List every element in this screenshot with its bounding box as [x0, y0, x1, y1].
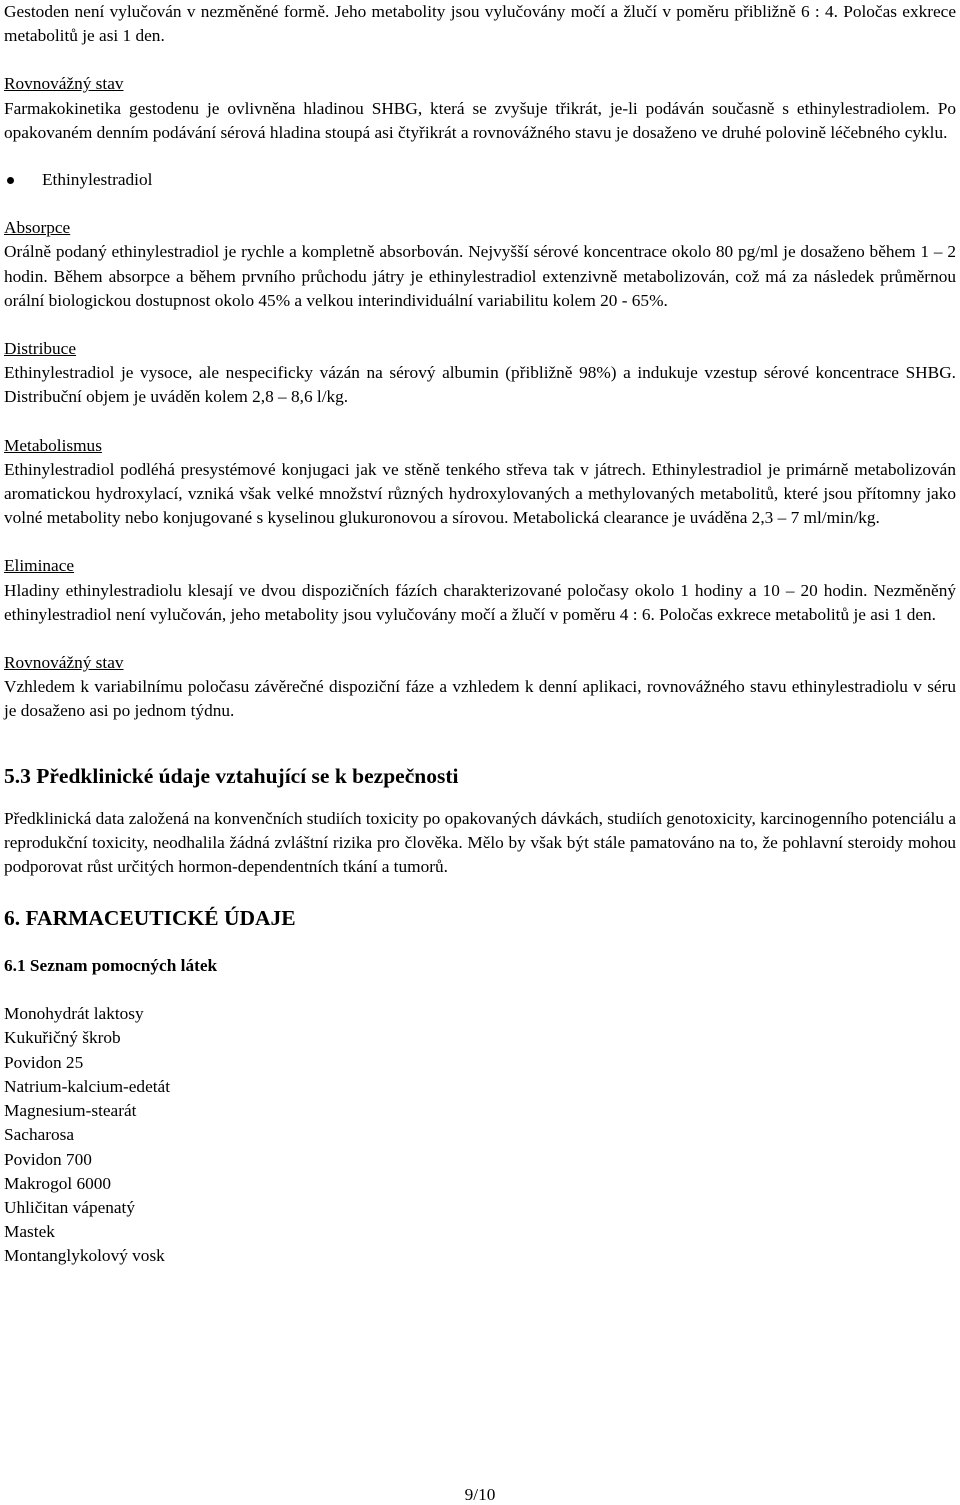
bullet-ethinylestradiol — [4, 168, 956, 192]
absorption-text: Orálně podaný ethinylestradiol je rychle a kompletně absorbován. Nejvyšší sérové koncentrace okolo 80 pg/ml je dosaženo během 1 – 2 hodin. Během absorpce a během prvního průchodu játry je ethinylestradiol extenzivně metabolizován, což má za následek průměrnou orální biologickou dostupnost okolo 45% a velkou interindividuální variabilitu kolem 20 - 65%. — [4, 242, 956, 310]
list-item: Uhličitan vápenatý — [4, 1197, 136, 1217]
list-item: Sacharosa — [4, 1125, 75, 1145]
elimination-text: Hladiny ethinylestradiolu klesají ve dvou dispozičních fázích charakterizované poločasy okolo 1 hodiny a 10 – 20 hodin. Nezměněný ethinylestradiol není vylučován, jeho metabolity jsou vylučovány močí a žlučí v poměru 4 : 6. Poločas exkrece metabolitů je asi 1 den. — [4, 580, 956, 624]
bullet-title: Ethinylestradiol — [42, 170, 153, 190]
steady-state-text-ee: Vzhledem k variabilnímu poločasu závěrečné dispoziční fáze a vzhledem k denní aplikaci, rovnovážného stavu ethinylestradiolu v séru je dosaženo asi po jednom týdnu. — [4, 677, 956, 721]
metabolism-heading: Metabolismus — [4, 435, 102, 455]
absorption-heading: Absorpce — [4, 218, 71, 238]
steady-state-heading-gestoden: Rovnovážný stav — [4, 74, 124, 94]
list-item: Kukuřičný škrob — [4, 1028, 121, 1048]
list-item: Povidon 25 — [4, 1052, 84, 1072]
list-item: Povidon 700 — [4, 1149, 92, 1169]
list-item: Monohydrát laktosy — [4, 1004, 144, 1024]
page-number: 9/10 — [464, 1485, 496, 1504]
section-6-1-heading: 6.1 Seznam pomocných látek — [4, 956, 218, 976]
list-item: Natrium-kalcium-edetát — [4, 1076, 171, 1096]
excipient-list — [4, 1002, 956, 1268]
elimination-heading: Eliminace — [4, 556, 75, 576]
list-item: Magnesium-stearát — [4, 1101, 137, 1121]
steady-state-text-gestoden: Farmakokinetika gestodenu je ovlivněna hladinou SHBG, která se zvyšuje třikrát, je-li podáván současně s ethinylestradiolem. Po opakovaném denním podávání sérová hladina stoupá asi čtyřikrát a rovnovážného stavu je dosaženo ve druhé polovině léčebného cyklu. — [4, 98, 956, 142]
bullet-dot-icon — [7, 177, 14, 184]
list-item: Makrogol 6000 — [4, 1173, 112, 1193]
section-6-heading: 6. FARMACEUTICKÉ ÚDAJE — [4, 906, 296, 931]
distribution-text: Ethinylestradiol je vysoce, ale nespecificky vázán na sérový albumin (přibližně 98%) a indukuje vzestup sérové koncentrace SHBG. Distribuční objem je uváděn kolem 2,8 – 8,6 l/kg. — [4, 363, 956, 407]
section-5-3-text: Předklinická data založená na konvenčních studiích toxicity po opakovaných dávkách, studiích genotoxicity, karcinogenního potenciálu a reprodukční toxicity, neodhalila žádná zvláštní rizika pro člověka. Mělo by však být stále pamatováno na to, že pohlavní steroidy mohou podporovat růst určitých hormon-dependentních tkání a tumorů. — [4, 808, 956, 877]
section-5-3-heading: 5.3 Předklinické údaje vztahující se k bezpečnosti — [4, 763, 459, 788]
distribution-heading: Distribuce — [4, 339, 76, 359]
list-item: Mastek — [4, 1222, 55, 1242]
document-page — [4, 0, 956, 1269]
list-item: Montanglykolový vosk — [4, 1246, 165, 1266]
steady-state-heading-ee: Rovnovážný stav — [4, 653, 124, 673]
intro-paragraph: Gestoden není vylučován v nezměněné formě. Jeho metabolity jsou vylučovány močí a žlučí v poměru přibližně 6 : 4. Poločas exkrece metabolitů je asi 1 den. — [4, 2, 956, 46]
metabolism-text: Ethinylestradiol podléhá presystémové konjugaci jak ve stěně tenkého střeva tak v játrech. Ethinylestradiol je primárně metabolizován aromatickou hydroxylací, vzniká však velké množství různých hydroxylovaných a methylovaných metabolitů, které jsou přítomny jako volné metabolity nebo konjugované s kyselinou glukuronovou a sírovou. Metabolická clearance je uváděna 2,3 – 7 ml/min/kg. — [4, 459, 956, 528]
